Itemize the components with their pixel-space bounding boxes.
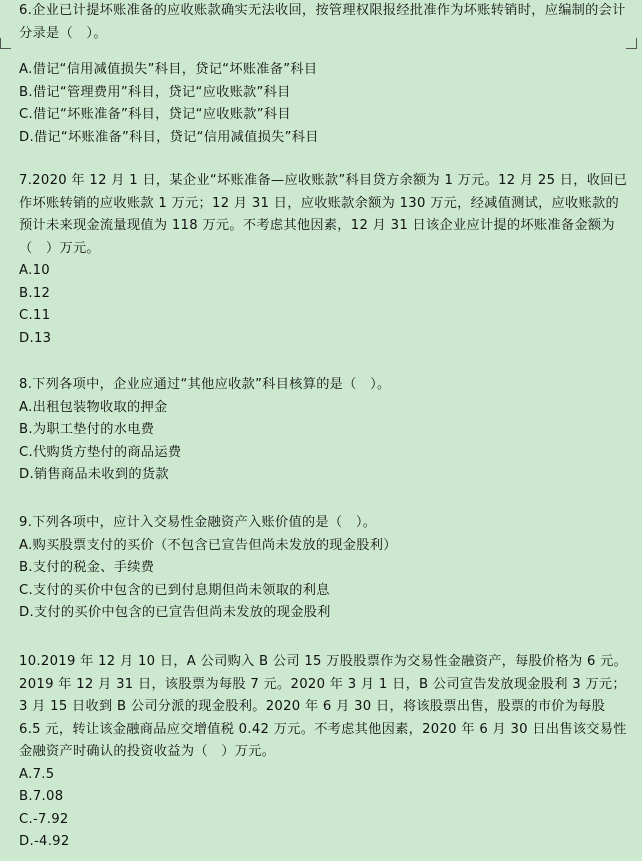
option-b: B.12 xyxy=(19,285,51,301)
question-10 xyxy=(19,651,631,854)
option-b: B.借记“管理费用”科目，贷记“应收账款”科目 xyxy=(19,84,291,100)
option-c: C.11 xyxy=(19,308,51,323)
option-d: D.-4.92 xyxy=(19,834,70,849)
question-stem: 6.企业已计提坏账准备的应收账款确实无法收回，按管理权限报经批准作为坏账转销时，应编制的会计分录是（ ）。 xyxy=(19,3,626,41)
question-stem: 8.下列各项中，企业应通过“其他应收款”科目核算的是（ ）。 xyxy=(19,377,391,392)
question-stem: 9.下列各项中，应计入交易性金融资产入账价值的是（ ）。 xyxy=(19,515,377,530)
option-b: B.7.08 xyxy=(19,789,64,804)
option-c: C.借记“坏账准备”科目，贷记“应收账款”科目 xyxy=(19,107,291,122)
question-stem: 10.2019 年 12 月 10 日，A 公司购入 B 公司 15 万股股票作为交易性金融资产，每股价格为 6 元。2019 年 12 月 31 日，该股票为每股 7 元。2020 年 3 月 1 日，B 公司宣告发放现金股利 3 万元；3 月 15 日收到 B 公司分派的现金股利。2020 年 6 月 30 日，将该股票出售，股票的市价为每股 6.5 元，转让该金融商品应交增值税 0.42 万元。不考虑其他因素，2020 年 6 月 30 日出售该交易性金融资产时确认的投资收益为（ ）万元。 xyxy=(19,654,628,759)
option-a: A.购买股票支付的买价（不包含已宣告但尚未发放的现金股利） xyxy=(19,537,397,553)
option-d: D.支付的买价中包含的已宣告但尚未发放的现金股利 xyxy=(19,605,331,620)
option-a: A.借记“信用减值损失”科目，贷记“坏账准备”科目 xyxy=(19,62,318,77)
option-d: D.13 xyxy=(19,330,52,346)
option-a: A.出租包装物收取的押金 xyxy=(19,399,168,415)
option-a: A.10 xyxy=(19,263,50,278)
question-9 xyxy=(19,512,631,625)
question-8 xyxy=(19,374,631,487)
option-c: C.代购货方垫付的商品运费 xyxy=(19,444,182,460)
option-d: D.借记“坏账准备”科目，贷记“信用减值损失”科目 xyxy=(19,129,319,145)
option-b: B.支付的税金、手续费 xyxy=(19,560,155,575)
question-stem: 7.2020 年 12 月 1 日，某企业“坏账准备—应收账款”科目贷方余额为 1 万元。12 月 25 日，收回已作坏账转销的应收账款 1 万元；12 月 31 日，应收账款余额为 130 万元，经减值测试，应收账款的预计未来现金流量现值为 118 万元。不考虑其他因素，12 月 31 日该企业应计提的坏账准备金额为（ ）万元。 xyxy=(19,173,628,256)
question-7 xyxy=(19,170,631,350)
question-6 xyxy=(19,0,631,149)
option-c: C.-7.92 xyxy=(19,811,69,827)
option-a: A.7.5 xyxy=(19,766,55,782)
page-corner-mark-left xyxy=(0,38,11,49)
option-d: D.销售商品未收到的货款 xyxy=(19,467,169,482)
option-c: C.支付的买价中包含的已到付息期但尚未领取的利息 xyxy=(19,582,330,598)
option-b: B.为职工垫付的水电费 xyxy=(19,422,155,437)
